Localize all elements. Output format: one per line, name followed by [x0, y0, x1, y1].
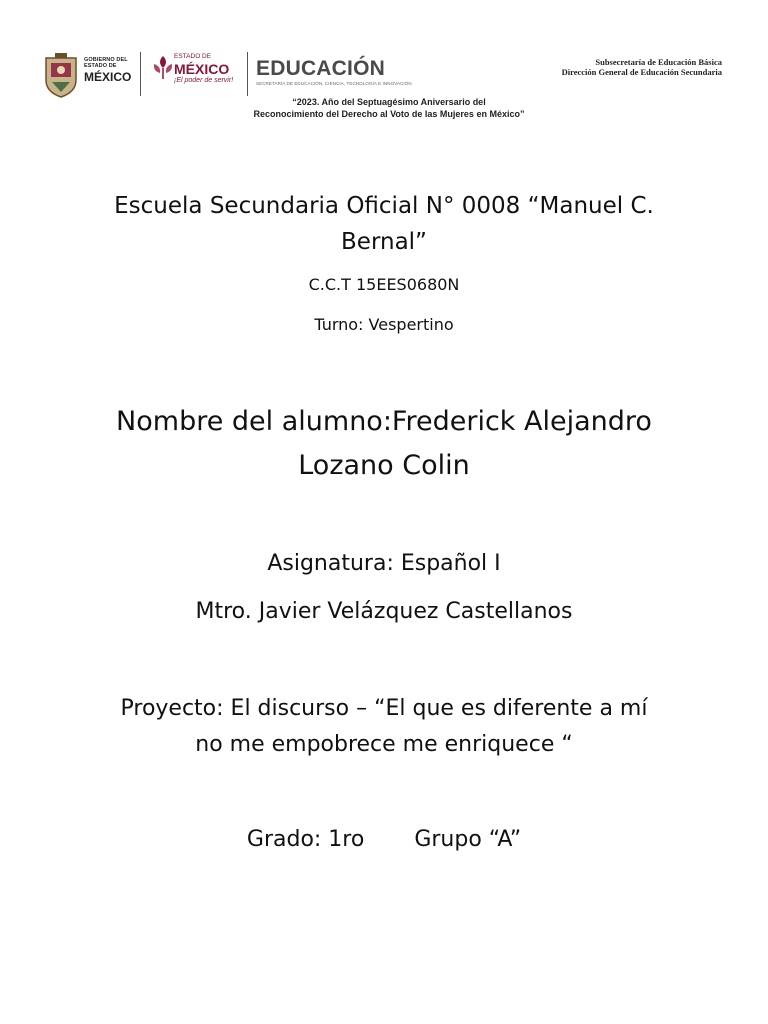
subject: Asignatura: Español I	[267, 551, 501, 576]
edomex-logo-text	[174, 54, 233, 84]
school-name	[0, 188, 768, 260]
teacher: Mtro. Javier Velázquez Castellanos	[195, 599, 573, 624]
edu-subtitle: SECRETARÍA DE EDUCACIÓN, CIENCIA, TECNOLOGÍA E INNOVACIÓN	[256, 81, 412, 86]
letterhead	[0, 0, 768, 130]
group: Grupo “A”	[414, 827, 522, 852]
logo-divider-2	[247, 52, 248, 96]
grade: Grado: 1ro	[246, 827, 365, 852]
project-line-2: no me empobrece me enriquece “	[195, 732, 573, 757]
grade-group-row	[0, 824, 768, 856]
state-shield-icon	[42, 52, 80, 98]
school-line-2: Bernal”	[341, 229, 427, 255]
right-line-2: Dirección General de Educación Secundaria	[561, 66, 722, 77]
subsecretaria-heading	[562, 58, 722, 78]
school-line-1: Escuela Secundaria Oficial N° 0008 “Manuel C.	[114, 193, 654, 219]
alumno-line-2: Lozano Colin	[298, 450, 470, 481]
motto-line-1: “2023. Año del Septuagésimo Aniversario del	[292, 97, 486, 107]
project-line-1: Proyecto: El discurso – “El que es diferente a mí	[120, 696, 648, 721]
edomex-slogan: ¡El poder de servir!	[174, 76, 234, 84]
project-title	[0, 691, 768, 763]
education-logo	[256, 58, 412, 87]
edu-title: EDUCACIÓN	[256, 57, 385, 80]
state-government-logo-text	[84, 58, 136, 83]
logo-divider	[140, 52, 141, 96]
edomex-flower-icon	[151, 54, 175, 80]
cct-code: C.C.T 15EES0680N	[308, 275, 460, 294]
shift: Turno: Vespertino	[314, 315, 454, 334]
gob-state: ESTADO DE	[84, 62, 117, 69]
gob-small: GOBIERNO DEL	[84, 57, 128, 63]
student-name	[0, 400, 768, 488]
motto-line-2: Reconocimiento del Derecho al Voto de las Mujeres en México”	[253, 109, 525, 120]
edomex-big: MÉXICO	[174, 60, 230, 77]
right-line-1: Subsecretaría de Educación Básica	[595, 57, 722, 67]
gob-country: MÉXICO	[84, 70, 132, 84]
edomex-small: ESTADO DE	[174, 53, 212, 60]
alumno-line-1: Nombre del alumno:Frederick Alejandro	[116, 406, 652, 437]
year-motto	[200, 96, 578, 120]
